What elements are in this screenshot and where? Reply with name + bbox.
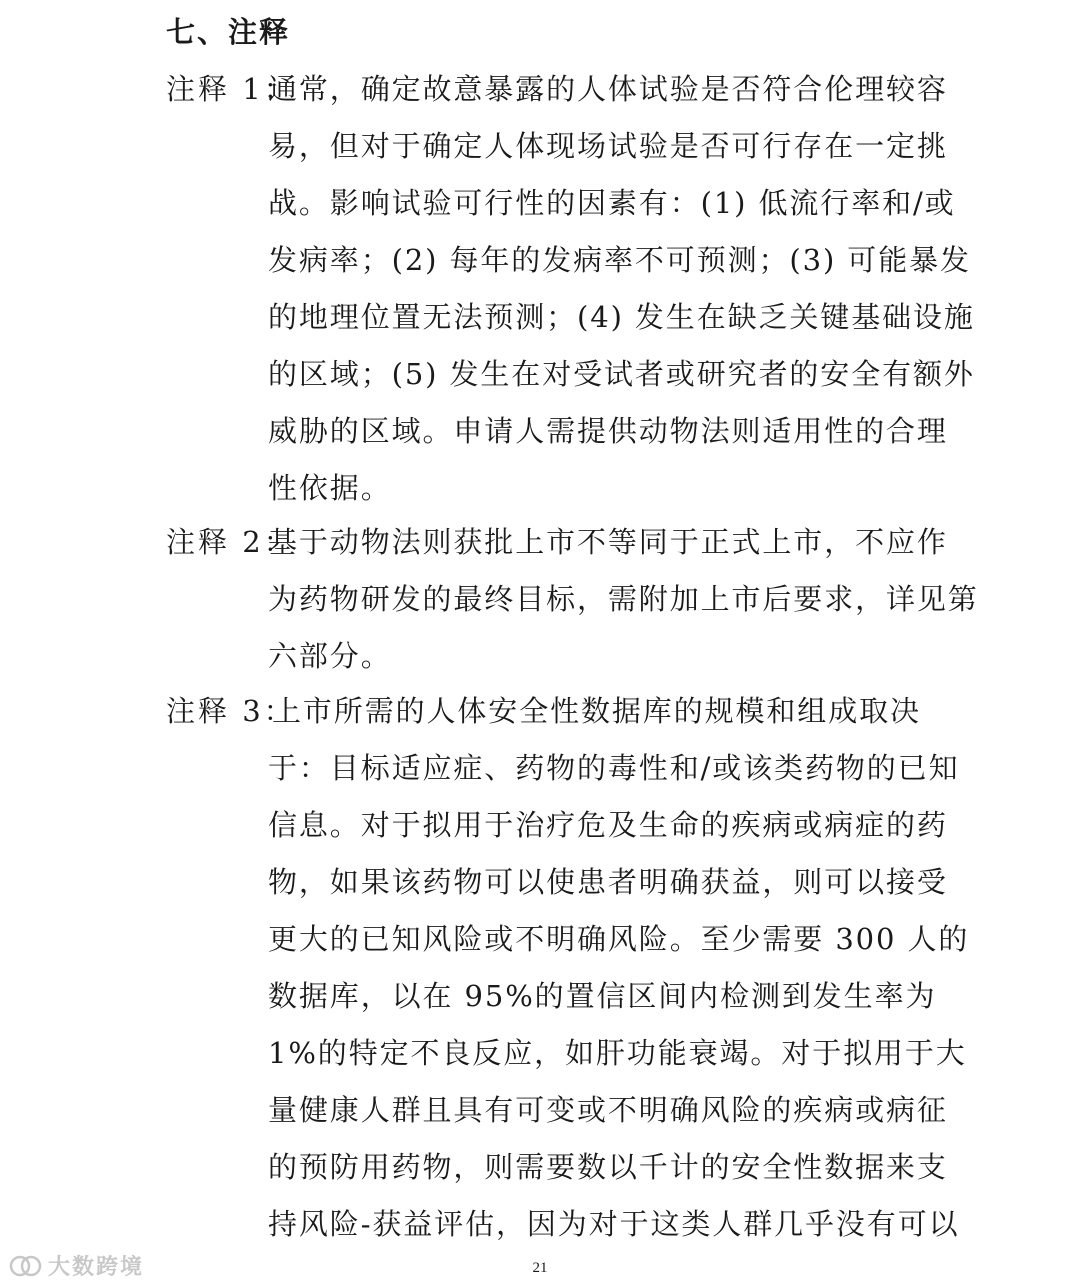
note-line bbox=[166, 740, 960, 797]
note-line bbox=[166, 289, 975, 346]
note-text: 六部分。 bbox=[268, 639, 392, 673]
note-1 bbox=[166, 61, 975, 517]
note-line bbox=[166, 232, 971, 289]
note-3 bbox=[166, 683, 970, 1253]
note-text: 更大的已知风险或不明确风险。至少需要 300 人的 bbox=[268, 922, 970, 956]
note-line bbox=[166, 1139, 948, 1196]
note-line bbox=[166, 514, 948, 571]
watermark bbox=[8, 1250, 144, 1281]
note-text: 发病率；(2) 每年的发病率不可预测；(3) 可能暴发 bbox=[268, 243, 971, 277]
note-text: 物，如果该药物可以使患者明确获益，则可以接受 bbox=[268, 865, 948, 899]
note-text: 战。影响试验可行性的因素有：(1) 低流行率和/或 bbox=[268, 186, 956, 220]
note-text: 1%的特定不良反应，如肝功能衰竭。对于拟用于大 bbox=[268, 1036, 967, 1070]
note-line bbox=[166, 797, 948, 854]
note-line bbox=[166, 968, 937, 1025]
note-text: 易，但对于确定人体现场试验是否可行存在一定挑 bbox=[268, 129, 948, 163]
section-heading: 七、注释 bbox=[166, 15, 291, 49]
note-line bbox=[166, 571, 979, 628]
note-text: 性依据。 bbox=[268, 471, 392, 505]
note-line bbox=[166, 1082, 948, 1139]
note-label: 注释 2： bbox=[166, 525, 296, 559]
note-text: 为药物研发的最终目标，需附加上市后要求，详见第 bbox=[268, 582, 979, 616]
note-line bbox=[166, 628, 926, 685]
note-label: 注释 3： bbox=[166, 694, 296, 728]
note-text: 数据库，以在 95%的置信区间内检测到发生率为 bbox=[268, 979, 937, 1013]
note-line bbox=[166, 460, 926, 517]
note-text: 信息。对于拟用于治疗危及生命的疾病或病症的药 bbox=[268, 808, 948, 842]
note-line bbox=[166, 1025, 967, 1082]
note-text: 持风险-获益评估，因为对于这类人群几乎没有可以 bbox=[268, 1207, 960, 1241]
watermark-text: 大数跨境 bbox=[48, 1255, 145, 1280]
page-number: 21 bbox=[532, 1260, 548, 1276]
note-line bbox=[166, 61, 948, 118]
note-text: 量健康人群且具有可变或不明确风险的疾病或病征 bbox=[268, 1093, 948, 1127]
watermark-logo-icon bbox=[8, 1252, 42, 1280]
note-line bbox=[166, 175, 956, 232]
note-text: 的预防用药物，则需要数以千计的安全性数据来支 bbox=[268, 1150, 948, 1184]
note-line bbox=[166, 403, 948, 460]
note-label: 注释 1： bbox=[166, 72, 296, 106]
note-text: 于：目标适应症、药物的毒性和/或该类药物的已知 bbox=[268, 751, 960, 785]
note-line bbox=[166, 683, 926, 740]
note-line bbox=[166, 346, 975, 403]
note-text: 威胁的区域。申请人需提供动物法则适用性的合理 bbox=[268, 414, 948, 448]
note-line bbox=[166, 118, 948, 175]
note-text: 通常，确定故意暴露的人体试验是否符合伦理较容 bbox=[268, 72, 948, 106]
note-line bbox=[166, 911, 970, 968]
note-line bbox=[166, 1196, 960, 1253]
note-line bbox=[166, 854, 948, 911]
note-text: 的区域；(5) 发生在对受试者或研究者的安全有额外 bbox=[268, 357, 975, 391]
note-text: 基于动物法则获批上市不等同于正式上市，不应作 bbox=[268, 525, 948, 559]
note-2 bbox=[166, 514, 979, 685]
note-text: 的地理位置无法预测；(4) 发生在缺乏关键基础设施 bbox=[268, 300, 975, 334]
note-text: 上市所需的人体安全性数据库的规模和组成取决 bbox=[272, 694, 921, 728]
